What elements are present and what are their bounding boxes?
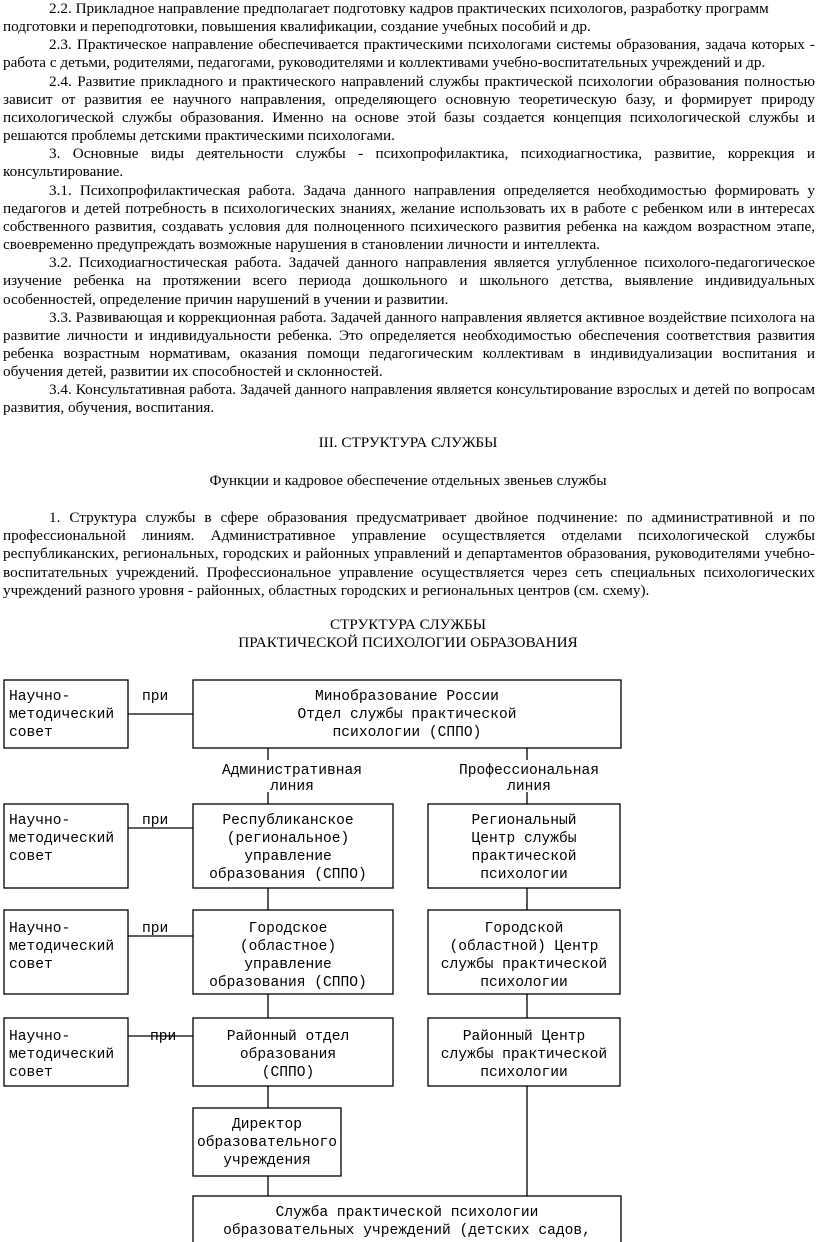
prof-1-line-3: практической — [471, 849, 577, 865]
paragraph-2-2: 2.2. Прикладное направление предполагает подготовку кадров практических психологов, разработку программ подготовки и переподготовки, повышения квалификации, создание учебных пособий и др. — [3, 0, 769, 36]
admin-1-line-4: образования (СППО) — [209, 867, 367, 883]
pri-label-4: при — [150, 1029, 177, 1045]
council-4-line-2: методический — [9, 1047, 115, 1063]
ministry-line-1: Минобразование России — [315, 689, 499, 705]
paragraph-structure: 1. Структура службы в сфере образования предусматривает двойное подчинение: по административной и по профессиональной линиям. Административное управление осуществляется отделами психологической службы республиканских, региональных, городских и районных управлений и департаментов образования, руководителями учебно-воспитательных учреждений. Профессиональное управление осуществляется через сеть специальных психологических учреждений разного уровня - районных, областных городских и региональных центров (см. схему). — [3, 509, 815, 599]
admin-2-line-1: Городское — [248, 921, 328, 937]
council-4-line-1: Научно- — [9, 1029, 71, 1045]
admin-2-line-2: (областное) — [239, 939, 337, 955]
service-line-2: образовательных учреждений (детских садов, — [223, 1223, 591, 1239]
paragraph-2-4: 2.4. Развитие прикладного и практического направлений службы практической психологии образования полностью зависит от развития ее научного направления, определяющего основную теоретическую базу, и формирует природу психологической службы образования. Именно на основе этой базы создается концепция психологической службы и решаются проблемы детскими практическими психологами. — [3, 72, 815, 145]
prof-3-line-1: Районный Центр — [462, 1029, 586, 1045]
prof-2-line-2: (областной) Центр — [449, 939, 599, 955]
prof-1-line-2: Центр службы — [471, 831, 577, 847]
admin-line-label-2: линия — [270, 779, 314, 795]
paragraph-3-2: 3.2. Психодиагностическая работа. Задачей данного направления является углубленное психолого-педагогическое изучение ребенка на протяжении всего периода дошкольного и школьного детства, выявление индивидуальных особенностей, определение причин нарушений в учении и развитии. — [3, 254, 815, 308]
pri-label-3: при — [142, 921, 169, 937]
prof-3-line-2: службы практической — [440, 1047, 608, 1063]
council-4-line-3: совет — [9, 1065, 53, 1081]
admin-3-line-1: Районный отдел — [226, 1029, 350, 1045]
council-1-line-1: Научно- — [9, 689, 71, 705]
council-2-line-1: Научно- — [9, 813, 71, 829]
paragraph-3: 3. Основные виды деятельности службы - психопрофилактика, психодиагностика, развитие, коррекция и консультирование. — [3, 145, 815, 181]
council-2-line-3: совет — [9, 849, 53, 865]
prof-line-label-2: линия — [507, 779, 551, 795]
ministry-line-2: Отдел службы практической — [297, 707, 517, 723]
admin-1-line-3: управление — [244, 849, 332, 865]
admin-1-line-1: Республиканское — [222, 813, 354, 829]
admin-3-line-3: (СППО) — [261, 1065, 315, 1081]
prof-2-line-1: Городской — [484, 921, 564, 937]
prof-2-line-4: психологии — [480, 975, 568, 991]
council-1-line-3: совет — [9, 725, 53, 741]
director-line-1: Директор — [231, 1117, 303, 1133]
council-3-line-2: методический — [9, 939, 115, 955]
prof-2-line-3: службы практической — [440, 957, 608, 973]
prof-line-label-1: Профессиональная — [458, 763, 600, 779]
diagram-title-line-2: ПРАКТИЧЕСКОЙ ПСИХОЛОГИИ ОБРАЗОВАНИЯ — [238, 634, 578, 651]
prof-1-line-4: психологии — [480, 867, 568, 883]
pri-label-1: при — [142, 689, 169, 705]
paragraph-2-3: 2.3. Практическое направление обеспечивается практическими психологами системы образования, задача которых - работа с детьми, родителями, педагогами, руководителями и коллективами учебно-воспитательных учреждений и др. — [3, 36, 815, 72]
council-3-line-1: Научно- — [9, 921, 71, 937]
council-3-line-3: совет — [9, 957, 53, 973]
paragraph-3-1: 3.1. Психопрофилактическая работа. Задача данного направления определяется необходимостью формировать у педагогов и детей потребность в психологических знаниях, желание использовать их в работе с ребенком или в интересах собственного развития, создавать условия для полноценного психического развития ребенка на каждом возрастном этапе, своевременно предупреждать возможные нарушения в становлении личности и интеллекта. — [3, 181, 815, 254]
director-line-3: учреждения — [223, 1153, 311, 1169]
paragraph-3-3: 3.3. Развивающая и коррекционная работа. Задачей данного направления является активное воздействие психолога на развитие личности и индивидуальности ребенка. Это определяется необходимостью обеспечения соответствия развития ребенка возрастным нормативам, оказания помощи педагогическим коллективам в индивидуализации воспитания и обучения детей, развитии их способностей и склонностей. — [3, 308, 815, 381]
admin-3-line-2: образования — [239, 1047, 337, 1063]
prof-1-line-1: Региональный — [471, 813, 577, 829]
director-line-2: образовательного — [196, 1135, 338, 1151]
admin-line-label-1: Административная — [221, 763, 363, 779]
admin-1-line-2: (региональное) — [226, 831, 350, 847]
pri-label-2: при — [142, 813, 169, 829]
diagram-title-line-1: СТРУКТУРА СЛУЖБЫ — [329, 616, 487, 633]
council-1-line-2: методический — [9, 707, 115, 723]
section-subtitle: Функции и кадровое обеспечение отдельных звеньев службы — [209, 472, 607, 489]
admin-2-line-3: управление — [244, 957, 332, 973]
ministry-line-3: психологии (СППО) — [332, 725, 482, 741]
section-title: III. СТРУКТУРА СЛУЖБЫ — [318, 434, 498, 451]
prof-3-line-3: психологии — [480, 1065, 568, 1081]
service-line-1: Служба практической психологии — [275, 1205, 539, 1221]
council-2-line-2: методический — [9, 831, 115, 847]
paragraph-3-4: 3.4. Консультативная работа. Задачей данного направления является консультирование взрослых и детей по вопросам развития, обучения, воспитания. — [3, 381, 815, 417]
admin-2-line-4: образования (СППО) — [209, 975, 367, 991]
